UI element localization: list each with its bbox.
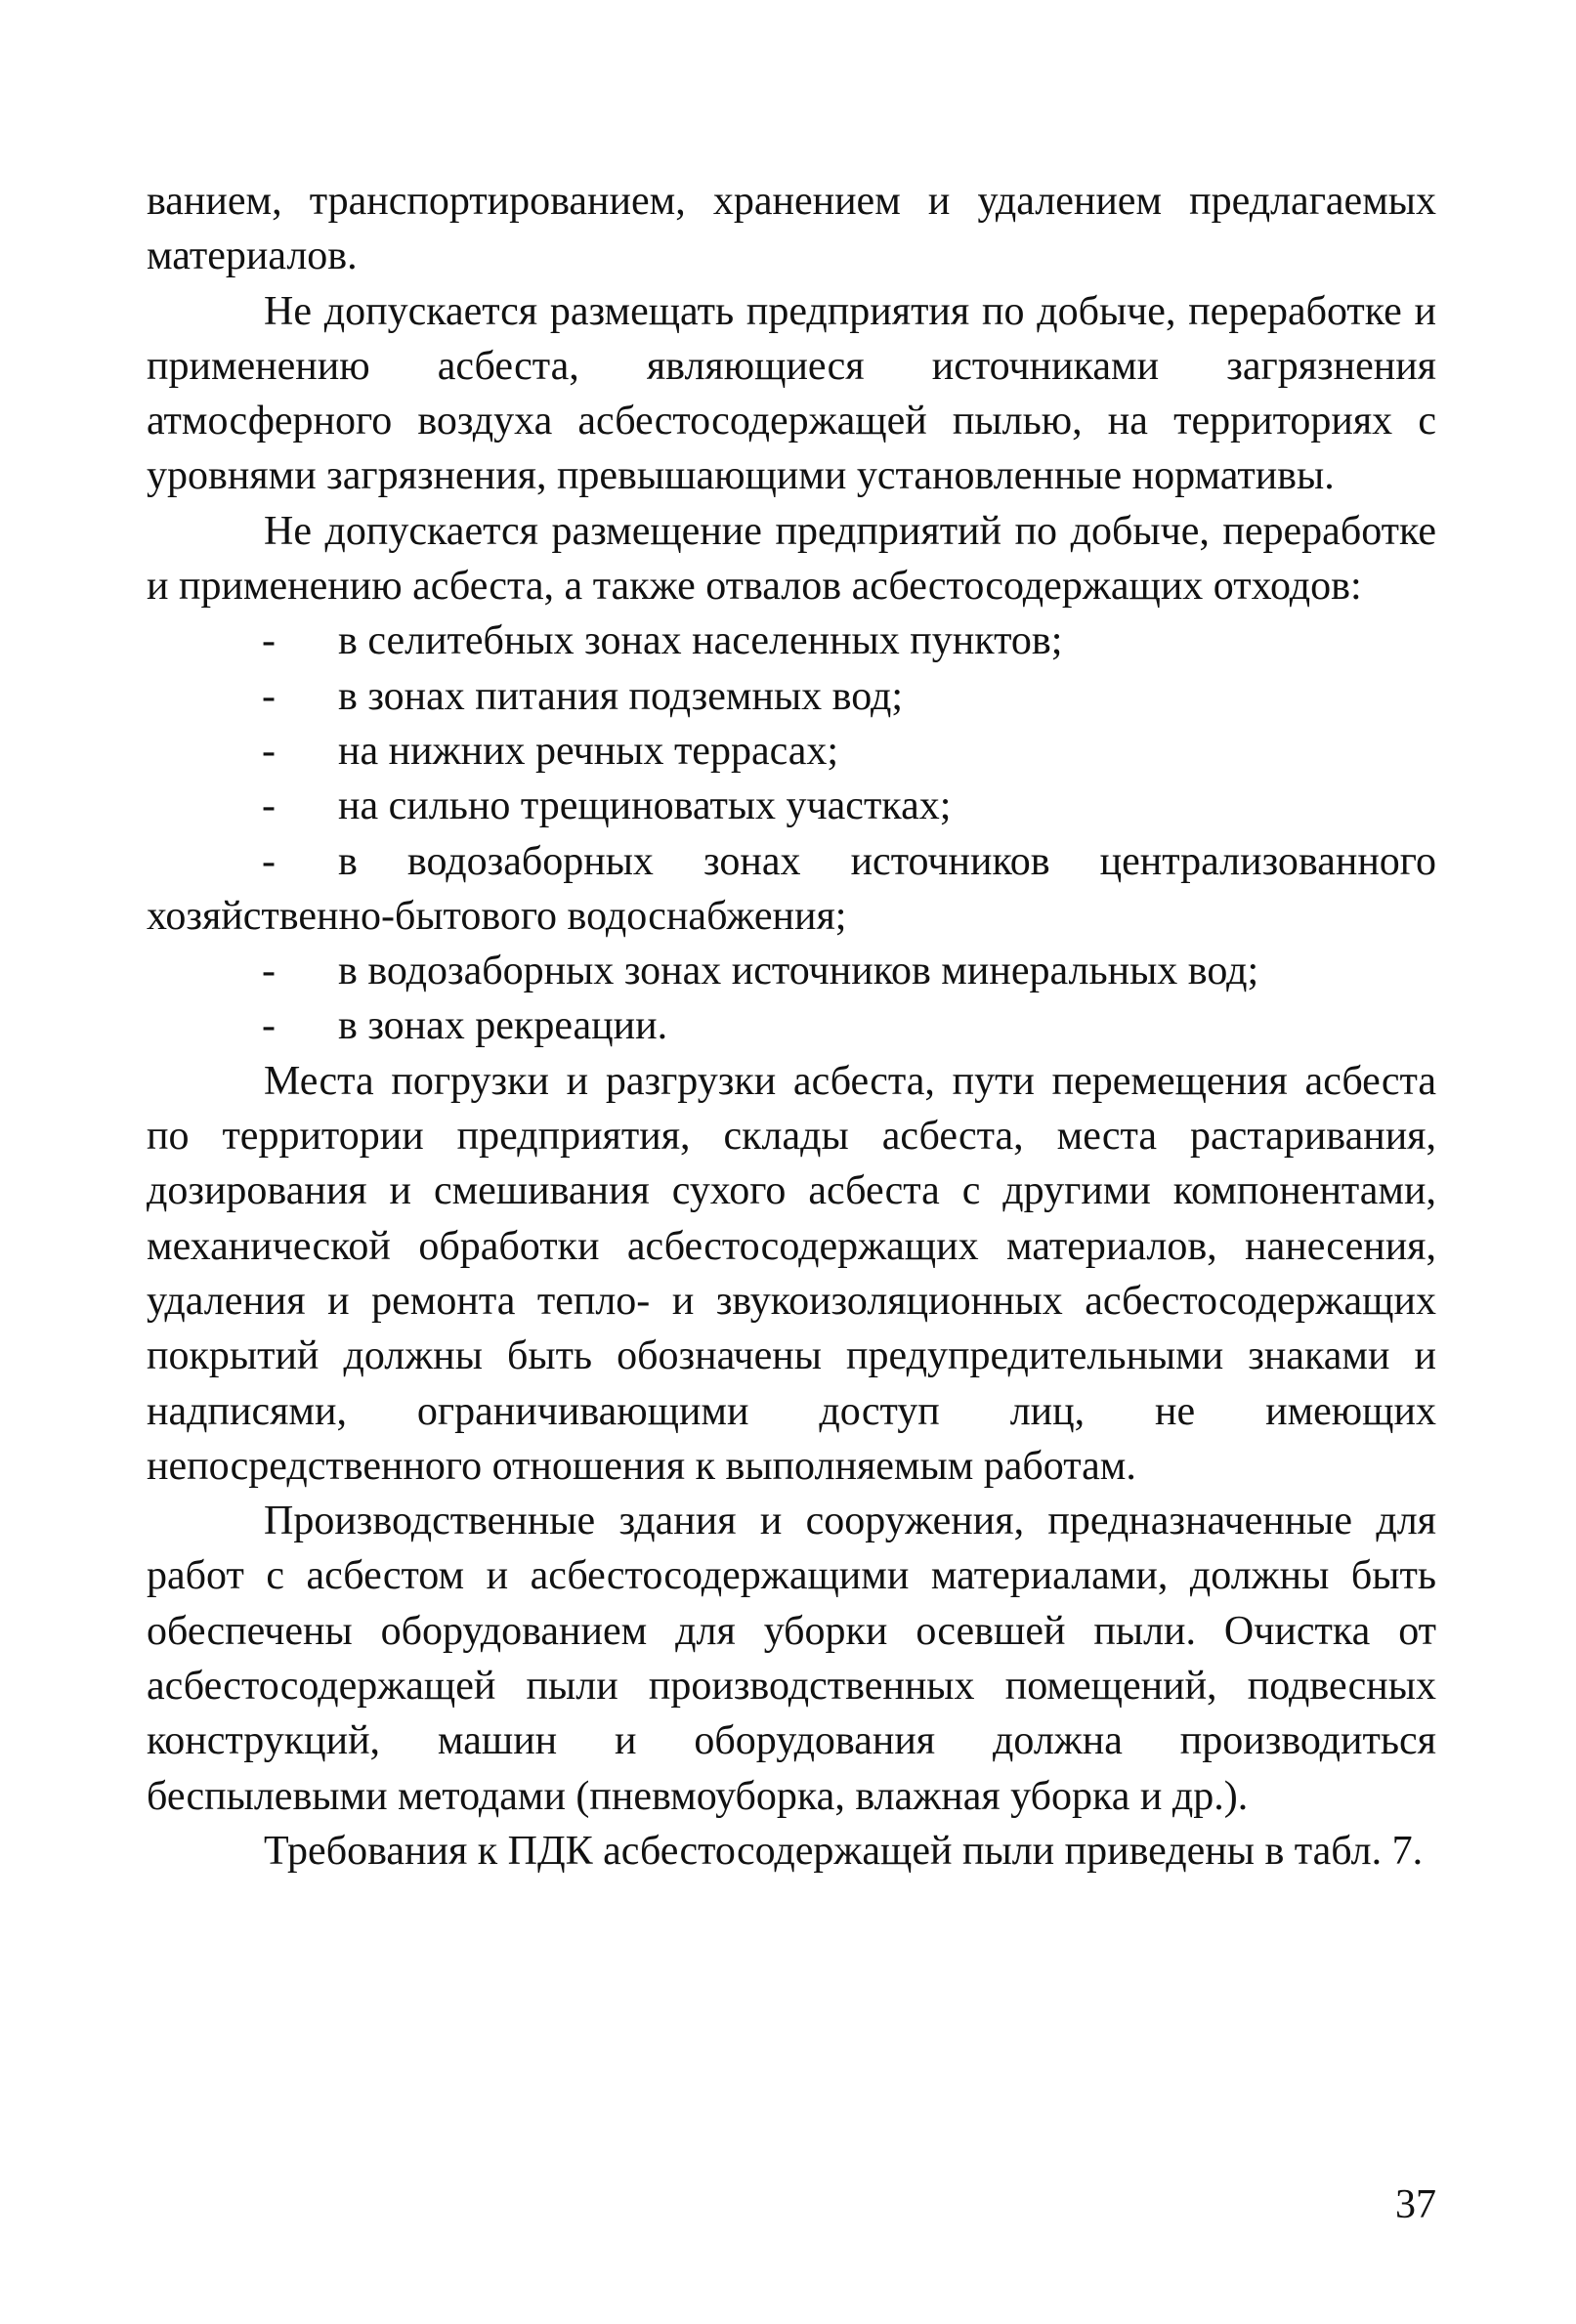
- list-dash: -: [262, 1003, 276, 1049]
- restriction-list: [147, 613, 1436, 1053]
- list-item-text: на нижних речных террасах;: [338, 728, 839, 774]
- list-item-text: в зонах рекреации.: [338, 1003, 668, 1049]
- list-item-text: в водозаборных зонах источников централизованного хозяйственно-бытового водоснабжения;: [147, 838, 1436, 939]
- list-item: [147, 834, 1436, 945]
- list-item: [147, 669, 1436, 724]
- paragraph-placement-restrictions: Не допускается размещение предприятий по добыче, переработке и применению асбеста, а также отвалов асбестосодержащих отходов:: [147, 508, 1436, 610]
- list-item: [147, 944, 1436, 998]
- list-dash: -: [262, 838, 276, 884]
- list-item: [147, 779, 1436, 833]
- list-item: [147, 724, 1436, 779]
- list-dash: -: [262, 949, 276, 994]
- list-item-text: в водозаборных зонах источников минеральных вод;: [338, 949, 1259, 994]
- list-item: [147, 998, 1436, 1053]
- list-dash: -: [262, 728, 276, 774]
- paragraph-warning-signs: Места погрузки и разгрузки асбеста, пути перемещения асбеста по территории предприятия, склады асбеста, места растаривания, дозирования и смешивания сухого асбеста с другими компонентами, механической обработки асбестосодержащих материалов, нанесения, удаления и ремонта тепло- и звукоизоляционных асбестосодержащих покрытий должны быть обозначены предупредительными знаками и надписями, ограничивающими доступ лиц, не имеющих непосредственного отношения к выполняемым работам.: [147, 1058, 1436, 1489]
- paragraph-dust-cleaning: Производственные здания и сооружения, предназначенные для работ с асбестом и асбестосодержащими материалами, должны быть обеспечены оборудованием для уборки осевшей пыли. Очистка от асбестосодержащей пыли производственных помещений, подвесных конструкций, машин и оборудования должна производиться беспылевыми методами (пневмоуборка, влажная уборка и др.).: [147, 1499, 1436, 1819]
- list-dash: -: [262, 673, 276, 719]
- paragraph-continuation: ванием, транспортированием, хранением и удалением предлагаемых материалов.: [147, 179, 1436, 279]
- page-body: [147, 174, 1436, 1879]
- list-item-text: в зонах питания подземных вод;: [338, 673, 904, 719]
- paragraph-mpc-reference: Требования к ПДК асбестосодержащей пыли приведены в табл. 7.: [264, 1828, 1424, 1874]
- list-item: [147, 613, 1436, 668]
- list-dash: -: [262, 783, 276, 829]
- paragraph-placement-ban: Не допускается размещать предприятия по добыче, переработке и применению асбеста, являющиеся источниками загрязнения атмосферного воздуха асбестосодержащей пылью, на территориях с уровнями загрязнения, превышающими установленные нормативы.: [147, 288, 1436, 499]
- list-item-text: в селитебных зонах населенных пунктов;: [338, 618, 1063, 664]
- list-dash: -: [262, 618, 276, 664]
- list-item-text: на сильно трещиноватых участках;: [338, 783, 952, 829]
- page-number: 37: [1395, 2182, 1436, 2227]
